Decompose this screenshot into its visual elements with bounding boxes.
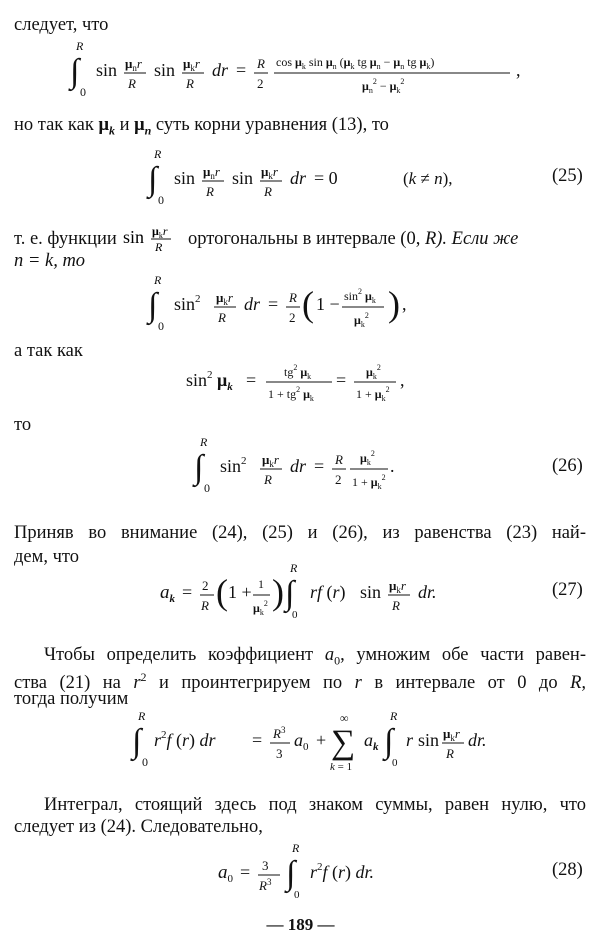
mu-symbol: μ (134, 115, 145, 135)
svg-text:=: = (236, 60, 247, 80)
svg-text:∑: ∑ (331, 724, 356, 761)
svg-text:μn2 − μk2: $\mu_n^2 - \mu_k^2$ (362, 77, 405, 95)
svg-text:R: R (290, 561, 298, 575)
svg-text:=: = (182, 582, 193, 602)
svg-text:dr.: dr. (418, 582, 437, 602)
svg-text:=: = (314, 456, 325, 476)
svg-text:μkr: $\mu_kr$ (261, 164, 278, 181)
svg-text:sin: sin (174, 168, 196, 188)
equation-26 (194, 434, 414, 496)
svg-text:∫: ∫ (194, 449, 204, 486)
svg-text:.: . (390, 456, 395, 476)
svg-text:2: 2 (289, 310, 296, 325)
svg-text:R: R (138, 709, 146, 723)
symbol-a0: $a_0$ (324, 645, 341, 668)
svg-text:R: R (289, 290, 297, 305)
equation-number: (27) (552, 580, 583, 600)
svg-text:R: R (128, 76, 136, 91)
equation-svg (186, 356, 426, 406)
svg-text:0: 0 (294, 889, 300, 901)
equation-svg (194, 434, 414, 496)
svg-text:R: R (257, 56, 265, 71)
svg-text:μk2: $\mu_k^2$ (360, 449, 375, 467)
svg-text:dr: dr (290, 168, 307, 188)
svg-text:dr.: dr. (468, 730, 487, 750)
svg-text:k = 1: k = 1 (330, 761, 353, 773)
svg-text:R: R (264, 472, 272, 487)
equation-number: (28) (552, 860, 583, 880)
svg-text:=: = (252, 730, 263, 750)
symbol-R: R, (570, 673, 586, 694)
text-line (14, 114, 389, 142)
svg-text:+: + (316, 730, 327, 750)
svg-text:ak: $a_k$ (364, 730, 379, 753)
text: и проинтегрируем по (159, 673, 343, 694)
svg-text:(k ≠ n),: (k ≠ n), (403, 169, 453, 188)
svg-text:(: ( (216, 572, 228, 612)
svg-text:μkr: $\mu_kr$ (262, 452, 279, 469)
svg-text:R: R (76, 39, 84, 53)
text: Чтобы определить коэффициент (44, 645, 314, 665)
svg-text:μkr: $\mu_kr$ (216, 290, 233, 307)
equation-svg (70, 38, 550, 102)
svg-text:2: 2 (202, 578, 209, 593)
svg-text:1: 1 (258, 577, 264, 591)
svg-text:1 + μk2: $1 + \mu_k^2$ (356, 385, 390, 403)
svg-text:R3: $R^3$ (259, 877, 272, 893)
svg-text:∫: ∫ (285, 575, 295, 612)
svg-text:μkr: $\mu_kr$ (443, 726, 460, 743)
svg-text:0: 0 (292, 609, 298, 621)
svg-text:∫: ∫ (148, 287, 158, 324)
equation-28 (218, 840, 398, 904)
text-line: Интеграл, стоящий здесь под знаком суммы, равен нулю, что (44, 795, 586, 815)
symbol-r2: $r^2$ (133, 670, 147, 694)
svg-text:0: 0 (392, 757, 398, 769)
svg-text:0: 0 (158, 319, 164, 333)
svg-text:dr: dr (290, 456, 307, 476)
equation-integral-r2-f (132, 708, 472, 778)
svg-text:1 + tg2 μk: $1 + tg^2$ $\mu_k$ (268, 385, 314, 403)
equation-sin-squared-mu (186, 356, 426, 406)
svg-text:1 + μk2: $1 + \mu_k^2$ (352, 473, 386, 491)
svg-text:,: , (516, 60, 521, 80)
svg-text:=: = (268, 294, 279, 314)
svg-text:0: 0 (80, 85, 86, 99)
text-line: следует из (24). Следовательно, (14, 817, 263, 837)
svg-text:a0: $a_0$ (218, 862, 233, 885)
svg-text:rf (r): rf (r) (310, 582, 346, 602)
svg-text:sin: sin (96, 60, 118, 80)
text-line (14, 222, 586, 252)
svg-text:∫: ∫ (132, 723, 142, 760)
svg-text:μnr: $\mu_nr$ (125, 56, 142, 73)
equation-svg (132, 708, 472, 778)
svg-text:R: R (154, 147, 162, 161)
svg-text:sin2 μk: $\sin^2 \mu_k$ (344, 287, 376, 305)
equation-27 (160, 560, 450, 622)
svg-text:1 −: 1 − (316, 294, 340, 314)
svg-text:0: 0 (158, 193, 164, 207)
svg-text:R: R (264, 184, 272, 199)
text: в интервале от 0 до (374, 673, 558, 694)
svg-text:∫: ∫ (148, 161, 158, 198)
svg-text:R: R (154, 273, 162, 287)
svg-text:sin: sin (232, 168, 254, 188)
text: но так как (14, 115, 94, 135)
equation-svg (148, 272, 438, 334)
text: ортогональны в интервале (0, (188, 229, 421, 249)
svg-text:,: , (400, 370, 405, 390)
equation-integral-product (70, 38, 550, 102)
svg-text:r2f (r) dr: $r^2f$ (r) dr (154, 729, 216, 750)
symbol-r: r (354, 673, 362, 694)
equation-sin-squared-integral (148, 272, 438, 334)
text: R). Если же (424, 229, 519, 249)
text-line: то (14, 415, 32, 435)
svg-text:R: R (155, 240, 163, 254)
text: и (119, 115, 130, 135)
svg-text:r: r (406, 730, 414, 750)
svg-text:sin: sin (418, 730, 440, 750)
svg-text:R: R (446, 746, 454, 761)
svg-text:∫: ∫ (384, 723, 394, 760)
svg-text:R: R (218, 310, 226, 325)
svg-text:= 0: = 0 (314, 168, 338, 188)
subscript: k (108, 123, 115, 138)
text-line: а так как (14, 341, 83, 361)
equation-svg (218, 840, 398, 904)
svg-text:a0: $a_0$ (294, 730, 309, 753)
svg-text:,: , (402, 294, 407, 314)
text-line: дем, что (14, 547, 79, 567)
svg-text:sin: sin (360, 582, 382, 602)
equation-svg (440, 708, 500, 778)
svg-text:μk2: $\mu_k^2$ (253, 599, 268, 617)
svg-text:R3: $R^3$ (273, 725, 286, 741)
equation-svg (160, 560, 450, 622)
svg-text:=: = (240, 862, 251, 882)
svg-text:μkr: $\mu_kr$ (152, 224, 168, 240)
svg-text:1 +: 1 + (228, 582, 252, 602)
text-line: тогда получим (14, 689, 129, 709)
svg-text:μnr: $\mu_nr$ (203, 164, 220, 181)
equation-svg (148, 146, 453, 208)
equation-integral-r2-f-tail (440, 708, 500, 778)
text: , умножим обе части равен- (340, 645, 586, 665)
svg-text:R: R (186, 76, 194, 91)
svg-text:∫: ∫ (286, 855, 296, 892)
subscript: n (144, 123, 152, 138)
inline-formula (121, 222, 183, 252)
svg-text:R: R (390, 709, 398, 723)
equation-25 (148, 146, 453, 208)
text: суть корни уравнения (13), то (155, 115, 389, 135)
svg-text:μk2: $\mu_k^2$ (354, 311, 369, 329)
svg-text:): ) (272, 572, 284, 612)
svg-text:): ) (388, 284, 400, 324)
svg-text:tg2 μk: $tg^2$ $\mu_k$ (284, 363, 312, 381)
svg-text:=: = (336, 370, 347, 390)
svg-text:sin: sin (123, 227, 145, 247)
svg-text:3: 3 (276, 746, 283, 761)
svg-text:dr: dr (244, 294, 261, 314)
svg-text:∞: ∞ (340, 711, 349, 725)
svg-text:R: R (200, 435, 208, 449)
svg-text:2: 2 (335, 472, 342, 487)
svg-text:=: = (246, 370, 257, 390)
svg-text:0: 0 (204, 481, 210, 495)
svg-text:R: R (292, 841, 300, 855)
svg-text:μk2: $\mu_k^2$ (366, 363, 381, 381)
text-line: Приняв во внимание (24), (25) и (26), из равенства (23) най- (14, 523, 586, 543)
svg-text:ak: $a_k$ (160, 582, 175, 605)
svg-text:sin2 μk: $\sin^2 \mu_k$ (186, 369, 233, 393)
equation-number: (25) (552, 166, 583, 186)
svg-text:μkr: $\mu_kr$ (183, 56, 200, 73)
svg-text:R: R (335, 452, 343, 467)
text: т. е. функции (14, 229, 117, 249)
svg-text:sin2: $\sin^2$ (174, 293, 201, 314)
equation-number: (26) (552, 456, 583, 476)
mu-symbol: μ (98, 115, 109, 135)
svg-text:R: R (392, 598, 400, 613)
svg-text:sin: sin (154, 60, 176, 80)
svg-text:μkr: $\mu_kr$ (389, 578, 406, 595)
text: ства (21) на (14, 673, 121, 694)
svg-text:0: 0 (142, 755, 148, 769)
svg-text:∫: ∫ (70, 53, 80, 90)
page-number: — 189 — (266, 915, 335, 934)
svg-text:dr: dr (212, 60, 229, 80)
svg-text:R: R (206, 184, 214, 199)
svg-text:2: 2 (257, 76, 264, 91)
svg-text:sin2: $\sin^2$ (220, 455, 247, 476)
text-line: n = k, то (14, 251, 86, 271)
text-line: следует, что (14, 15, 109, 35)
svg-text:cos μk sin μn (μk tg μn − μn t: $\cos \mu_k$ $\sin \mu_n$ ($\mu_k$ tg $\mu_n - \mu_n$ tg $\mu_k$) (276, 55, 435, 71)
svg-text:3: 3 (262, 858, 269, 873)
svg-text:r2f (r) dr.: $r^2f$ (r) dr. (310, 861, 375, 882)
svg-text:R: R (201, 598, 209, 613)
svg-text:(: ( (302, 284, 314, 324)
